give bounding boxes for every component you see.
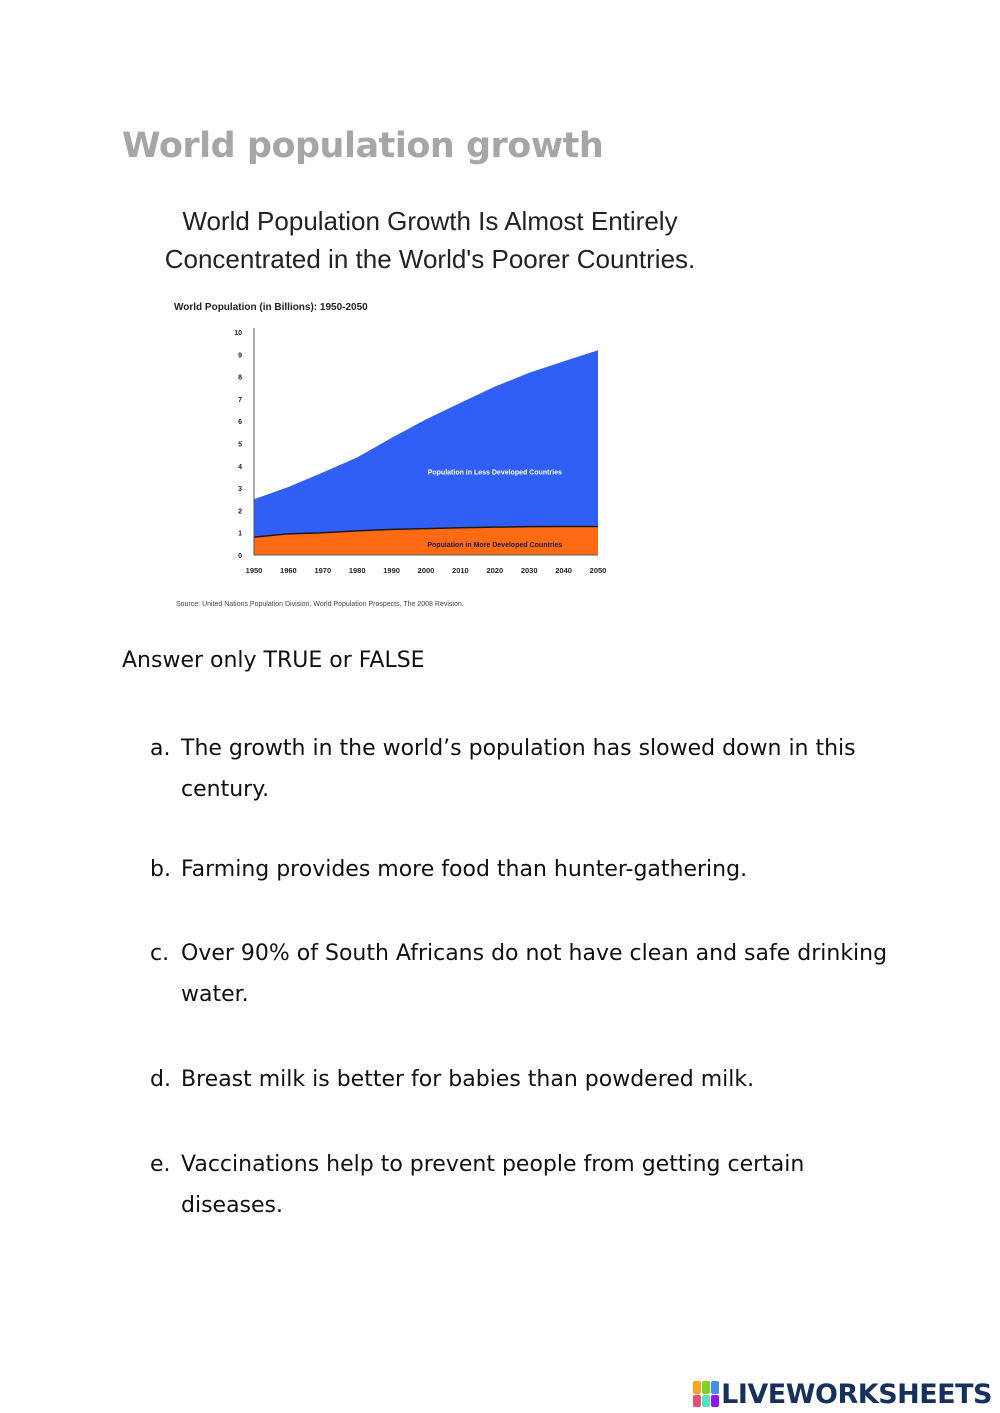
y-tick-label: 7 xyxy=(238,396,242,404)
x-tick-label: 1960 xyxy=(280,566,297,575)
x-tick-label: 2020 xyxy=(486,566,504,575)
chart-source: Source: United Nations Population Division, World Population Prospects, The 2008 Revision. xyxy=(176,601,464,608)
question-d xyxy=(150,1059,890,1100)
y-tick-label: 8 xyxy=(238,374,242,382)
chart-plot xyxy=(160,196,640,596)
x-tick-label: 2040 xyxy=(555,566,572,575)
series-label-less-developed: Population in Less Developed Countries xyxy=(427,469,562,477)
question-b xyxy=(150,849,890,890)
y-tick-label: 4 xyxy=(238,463,242,471)
chart-title: World Population Growth Is Almost Entirely Concentrated in the World's Poorer Countries. xyxy=(164,206,696,274)
question-text: Breast milk is better for babies than powdered milk. xyxy=(181,1067,755,1092)
chart-subtitle: World Population (in Billions): 1950-2050 xyxy=(174,302,368,313)
x-tick-label: 1990 xyxy=(383,566,400,575)
area-series-1 xyxy=(254,350,598,537)
question-c xyxy=(150,933,890,1015)
y-tick-label: 2 xyxy=(238,508,242,516)
y-tick-label: 3 xyxy=(238,486,242,494)
y-tick-label: 10 xyxy=(234,330,242,337)
liveworksheets-logo xyxy=(693,1379,992,1409)
question-text: The growth in the world’s population has slowed down in this century. xyxy=(181,736,856,802)
question-letter: b. xyxy=(150,857,171,882)
question-text: Vaccinations help to prevent people from getting certain diseases. xyxy=(181,1152,805,1218)
question-a xyxy=(150,728,890,810)
x-tick-label: 1970 xyxy=(314,566,332,575)
x-tick-label: 1980 xyxy=(348,566,366,575)
x-tick-label: 2050 xyxy=(589,566,607,575)
logo-text: LIVEWORKSHEETS xyxy=(721,1378,992,1410)
y-tick-label: 9 xyxy=(238,352,242,360)
instructions: Answer only TRUE or FALSE xyxy=(122,648,425,673)
logo-icon xyxy=(693,1381,719,1407)
population-chart xyxy=(160,196,696,626)
question-letter: d. xyxy=(150,1067,171,1092)
question-letter: e. xyxy=(150,1152,171,1177)
x-tick-label: 2030 xyxy=(520,566,538,575)
y-tick-label: 0 xyxy=(238,553,242,560)
question-text: Farming provides more food than hunter-gathering. xyxy=(181,857,748,882)
page-title: World population growth xyxy=(122,126,604,166)
y-tick-label: 6 xyxy=(238,419,242,427)
x-tick-label: 2010 xyxy=(452,566,469,575)
question-letter: c. xyxy=(150,941,170,966)
y-tick-label: 1 xyxy=(238,530,242,538)
x-tick-label: 2000 xyxy=(417,566,435,575)
y-tick-label: 5 xyxy=(238,441,242,449)
question-e xyxy=(150,1144,890,1226)
question-letter: a. xyxy=(150,736,171,761)
question-text: Over 90% of South Africans do not have clean and safe drinking water. xyxy=(181,941,888,1007)
series-label-more-developed: Population in More Developed Countries xyxy=(427,542,563,550)
x-tick-label: 1950 xyxy=(245,566,263,575)
